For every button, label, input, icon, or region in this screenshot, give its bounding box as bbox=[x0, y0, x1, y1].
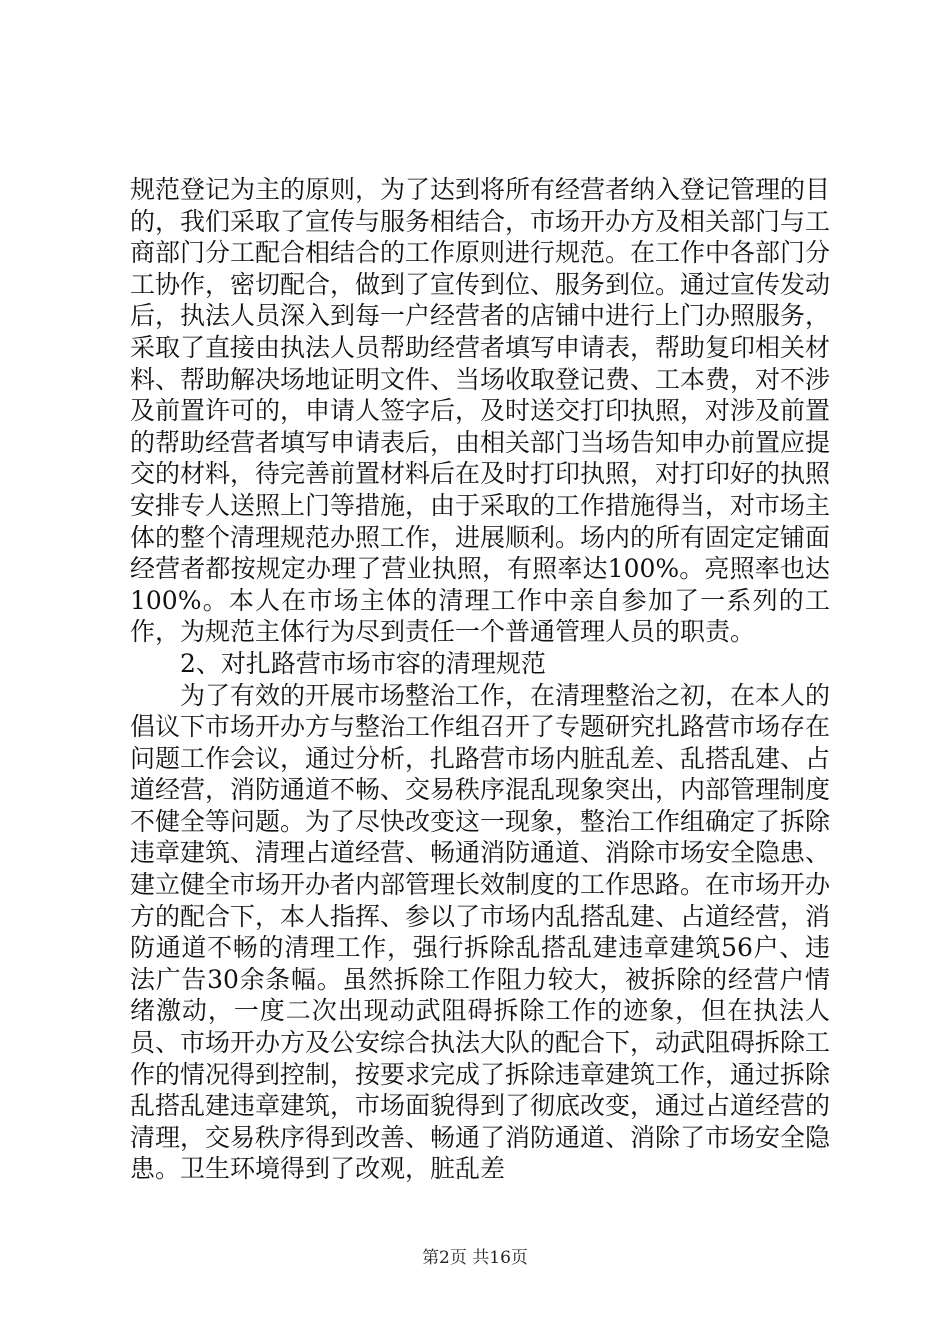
page-number: 第2页 共16页 bbox=[422, 1248, 528, 1268]
page-footer bbox=[0, 1243, 950, 1268]
document-body bbox=[130, 174, 830, 1185]
section-heading: 2、对扎路营市场市容的清理规范 bbox=[180, 648, 546, 678]
body-paragraph-1: 规范登记为主的原则，为了达到将所有经营者纳入登记管理的目的，我们采取了宣传与服务相结合，市场开办方及相关部门与工商部门分工配合相结合的工作原则进行规范。在工作中各部门分工协作，密切配合，做到了宣传到位、服务到位。通过宣传发动后，执法人员深入到每一户经营者的店铺中进行上门办照服务，采取了直接由执法人员帮助经营者填写申请表，帮助复印相关材料、帮助解决场地证明文件、当场收取登记费、工本费，对不涉及前置许可的，申请人签字后，及时送交打印执照，对涉及前置的帮助经营者填写申请表后，由相关部门当场告知申办前置应提交的材料，待完善前置材料后在及时打印执照，对打印好的执照安排专人送照上门等措施，由于采取的工作措施得当，对市场主体的整个清理规范办照工作，进展顺利。场内的所有固定定铺面经营者都按规定办理了营业执照，有照率达100%。亮照率也达100%。本人在市场主体的清理工作中亲自参加了一系列的工作，为规范主体行为尽到责任一个普通管理人员的职责。 bbox=[130, 175, 831, 647]
body-paragraph-2: 为了有效的开展市场整治工作，在清理整治之初，在本人的倡议下市场开办方与整治工作组召开了专题研究扎路营市场存在问题工作会议，通过分析，扎路营市场内脏乱差、乱搭乱建、占道经营，消防通道不畅、交易秩序混乱现象突出，内部管理制度不健全等问题。为了尽快改变这一现象，整治工作组确定了拆除违章建筑、清理占道经营、畅通消防通道、消除市场安全隐患、建立健全市场开办者内部管理长效制度的工作思路。在市场开办方的配合下，本人指挥、参以了市场内乱搭乱建、占道经营，消防通道不畅的清理工作，强行拆除乱搭乱建违章建筑56户、违法广告30余条幅。虽然拆除工作阻力较大，被拆除的经营户情绪激动，一度二次出现动武阻碍拆除工作的迹象，但在执法人员、市场开办方及公安综合执法大队的配合下，动武阻碍拆除工作的情况得到控制，按要求完成了拆除违章建筑工作，通过拆除乱搭乱建违章建筑，市场面貌得到了彻底改变，通过占道经营的清理，交易秩序得到改善、畅通了消防通道、消除了市场安全隐患。卫生环境得到了改观，脏乱差 bbox=[130, 680, 831, 1184]
